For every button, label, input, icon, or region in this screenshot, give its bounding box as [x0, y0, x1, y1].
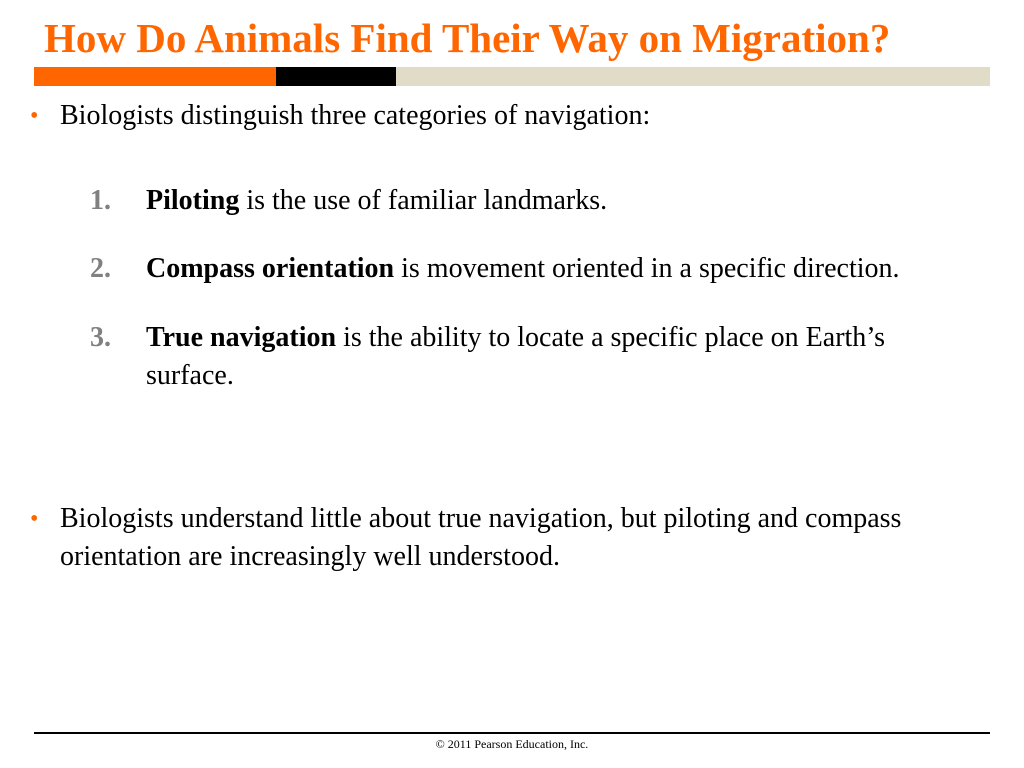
slide-title: How Do Animals Find Their Way on Migration? — [44, 15, 891, 61]
item-description: is the ability to locate a specific place on Earth’s surface. — [146, 322, 885, 391]
bullet-text: Biologists distinguish three categories of navigation: — [60, 100, 651, 131]
item-description: is movement oriented in a specific direction. — [394, 253, 900, 284]
bullet-item — [30, 97, 980, 135]
numbered-item — [90, 182, 970, 220]
title-underline-orange — [34, 67, 276, 86]
bullet-text: Biologists understand little about true navigation, but piloting and compass orientation are increasingly well understood. — [60, 503, 902, 572]
footer-copyright: © 2011 Pearson Education, Inc. — [435, 737, 589, 751]
bullet-dot-icon: • — [30, 103, 39, 129]
numbered-item — [90, 319, 970, 395]
item-term: True navigation — [146, 322, 337, 353]
numbered-list — [90, 182, 970, 425]
footer-divider — [34, 732, 990, 734]
title-underline-black — [276, 67, 396, 86]
item-term: Piloting — [146, 185, 240, 216]
item-number: 1. — [90, 185, 111, 216]
bullet-item — [30, 500, 980, 576]
item-number: 2. — [90, 253, 111, 284]
bullet-dot-icon: • — [30, 506, 39, 532]
item-description: is the use of familiar landmarks. — [239, 185, 608, 216]
numbered-item — [90, 250, 970, 288]
title-underline-beige — [396, 67, 990, 86]
item-term: Compass orientation — [146, 253, 395, 284]
item-number: 3. — [90, 322, 111, 353]
